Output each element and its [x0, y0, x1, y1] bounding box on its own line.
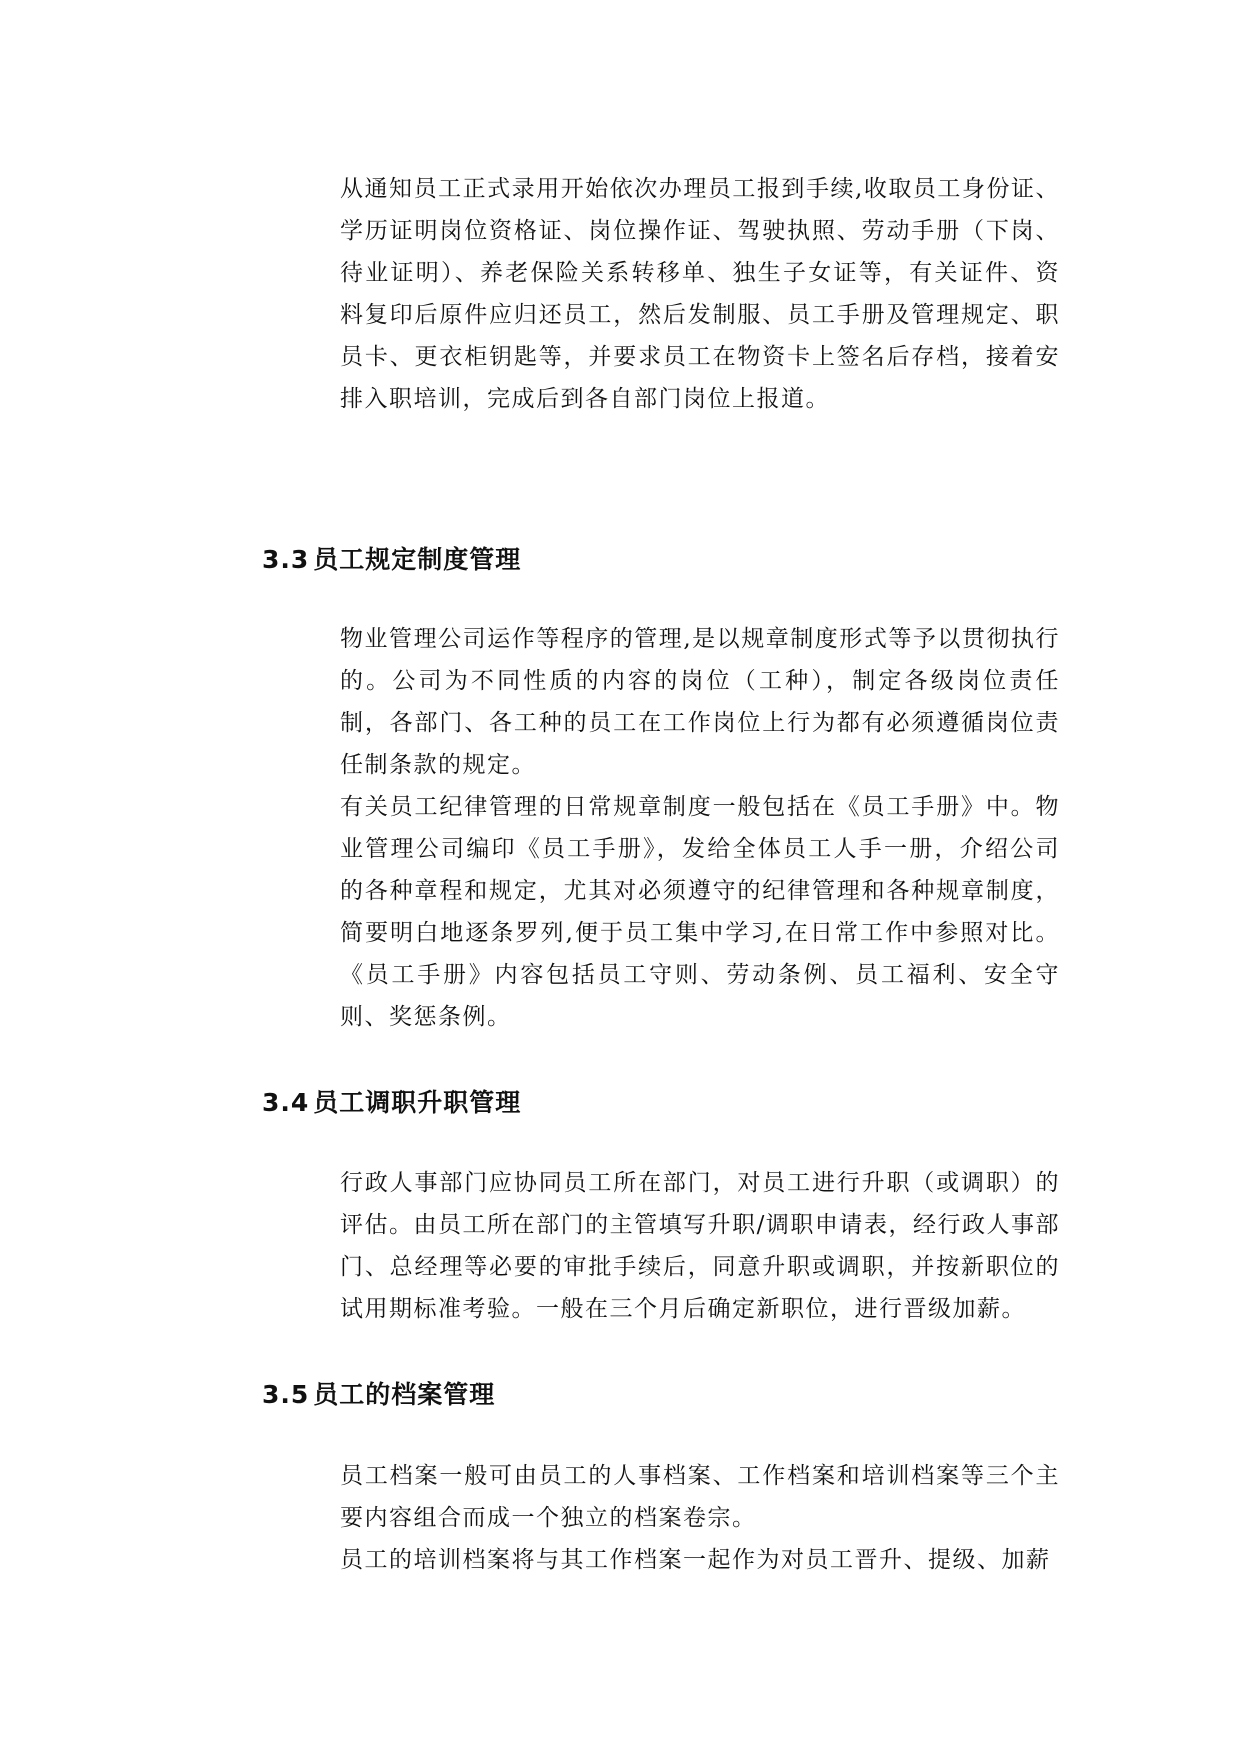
heading-3-3-title: 员工规定制度管理 [313, 545, 522, 574]
section-3-5-body [340, 1455, 1060, 1581]
section-3-4-body [340, 1162, 1060, 1330]
heading-3-5-title: 员工的档案管理 [313, 1380, 496, 1409]
heading-3-5-number: 3.5 [262, 1380, 310, 1409]
heading-3-4-title: 员工调职升职管理 [313, 1088, 522, 1117]
section-3-5-paragraph-1: 员工档案一般可由员工的人事档案、工作档案和培训档案等三个主要内容组合而成一个独立的档案卷宗。 [340, 1463, 1060, 1531]
section-3-3-paragraph-2: 有关员工纪律管理的日常规章制度一般包括在《员工手册》中。物业管理公司编印《员工手册》，发给全体员工人手一册，介绍公司的各种章程和规定，尤其对必须遵守的纪律管理和各种规章制度，简要明白地逐条罗列,便于员工集中学习,在日常工作中参照对比。《员工手册》内容包括员工守则、劳动条例、员工福利、安全守则、奖惩条例。 [340, 794, 1060, 1030]
section-3-3-paragraph-1: 物业管理公司运作等程序的管理,是以规章制度形式等予以贯彻执行的。公司为不同性质的内容的岗位（工种），制定各级岗位责任制，各部门、各工种的员工在工作岗位上行为都有必须遵循岗位责任制条款的规定。 [340, 626, 1060, 778]
heading-3-3 [262, 540, 521, 576]
heading-3-4 [262, 1083, 521, 1119]
intro-paragraph: 从通知员工正式录用开始依次办理员工报到手续,收取员工身份证、学历证明岗位资格证、岗位操作证、驾驶执照、劳动手册（下岗、待业证明）、养老保险关系转移单、独生子女证等，有关证件、资料复印后原件应归还员工，然后发制服、员工手册及管理规定、职员卡、更衣柜钥匙等，并要求员工在物资卡上签名后存档，接着安排入职培训，完成后到各自部门岗位上报道。 [340, 176, 1060, 412]
section-3-5-paragraph-2: 员工的培训档案将与其工作档案一起作为对员工晋升、提级、加薪 [340, 1547, 1051, 1573]
section-3-3-body [340, 618, 1060, 1038]
heading-3-5 [262, 1375, 495, 1411]
heading-3-4-number: 3.4 [262, 1088, 310, 1117]
intro-block [340, 168, 1060, 420]
section-3-4-paragraph-1: 行政人事部门应协同员工所在部门，对员工进行升职（或调职）的评估。由员工所在部门的主管填写升职/调职申请表，经行政人事部门、总经理等必要的审批手续后，同意升职或调职，并按新职位的试用期标准考验。一般在三个月后确定新职位，进行晋级加薪。 [340, 1170, 1060, 1322]
heading-3-3-number: 3.3 [262, 545, 310, 574]
